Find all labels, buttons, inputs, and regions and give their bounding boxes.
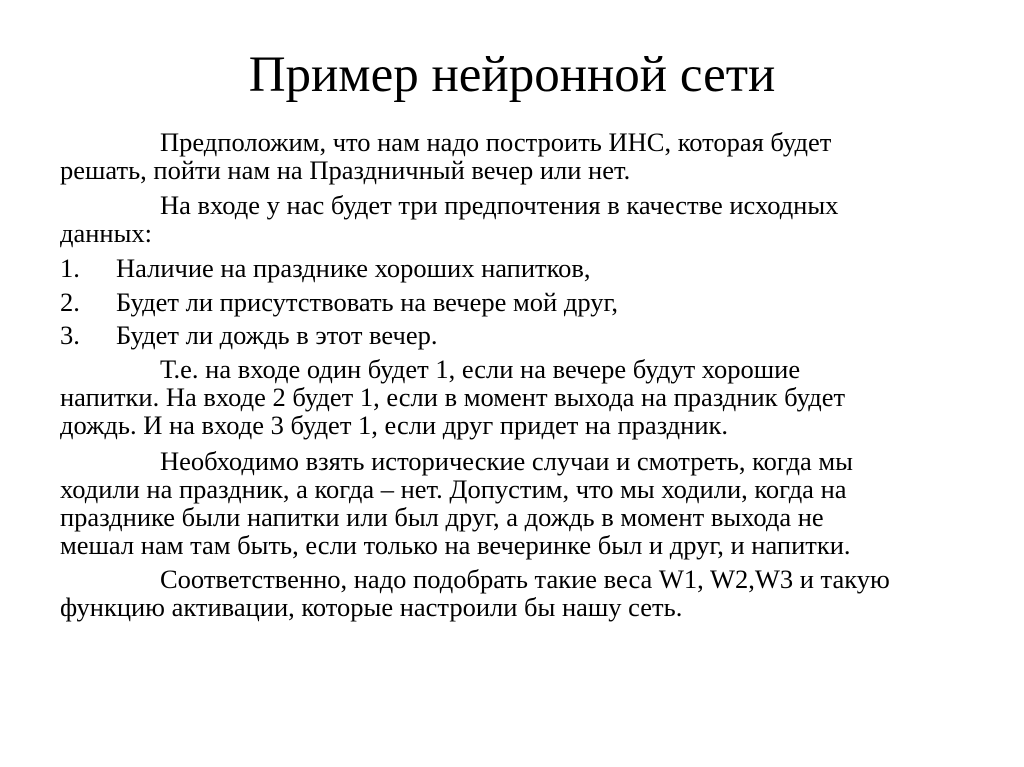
list-number-3: 3. bbox=[60, 320, 80, 350]
paragraph-4-line-4: мешал нам там быть, если только на вечеринке был и друг, и напитки. bbox=[60, 530, 851, 560]
paragraph-5-line-2: функцию активации, которые настроили бы нашу сеть. bbox=[60, 592, 683, 622]
paragraph-1-line-1: Предположим, что нам надо построить ИНС, которая будет bbox=[160, 127, 832, 157]
slide-title: Пример нейронной сети bbox=[248, 47, 776, 103]
paragraph-1-line-2: решать, пойти нам на Праздничный вечер или нет. bbox=[60, 155, 631, 185]
list-item-3: Будет ли дождь в этот вечер. bbox=[116, 320, 438, 350]
paragraph-2-line-1: На входе у нас будет три предпочтения в качестве исходных bbox=[160, 190, 839, 220]
paragraph-4-line-2: ходили на праздник, а когда – нет. Допустим, что мы ходили, когда на bbox=[60, 474, 847, 504]
paragraph-3-line-3: дождь. И на входе 3 будет 1, если друг придет на праздник. bbox=[60, 410, 729, 440]
paragraph-3-line-1: Т.е. на входе один будет 1, если на вечере будут хорошие bbox=[160, 354, 801, 384]
list-item-1: Наличие на празднике хороших напитков, bbox=[116, 253, 591, 283]
paragraph-2-line-2: данных: bbox=[60, 218, 153, 248]
paragraph-3-line-2: напитки. На входе 2 будет 1, если в момент выхода на праздник будет bbox=[60, 382, 846, 412]
paragraph-4-line-1: Необходимо взять исторические случаи и смотреть, когда мы bbox=[160, 446, 853, 476]
list-number-2: 2. bbox=[60, 287, 80, 317]
list-item-2: Будет ли присутствовать на вечере мой друг, bbox=[116, 287, 618, 317]
paragraph-4-line-3: празднике были напитки или был друг, а дождь в момент выхода не bbox=[60, 502, 824, 532]
list-number-1: 1. bbox=[60, 253, 80, 283]
paragraph-5-line-1: Соответственно, надо подобрать такие веса W1, W2,W3 и такую bbox=[160, 564, 890, 594]
